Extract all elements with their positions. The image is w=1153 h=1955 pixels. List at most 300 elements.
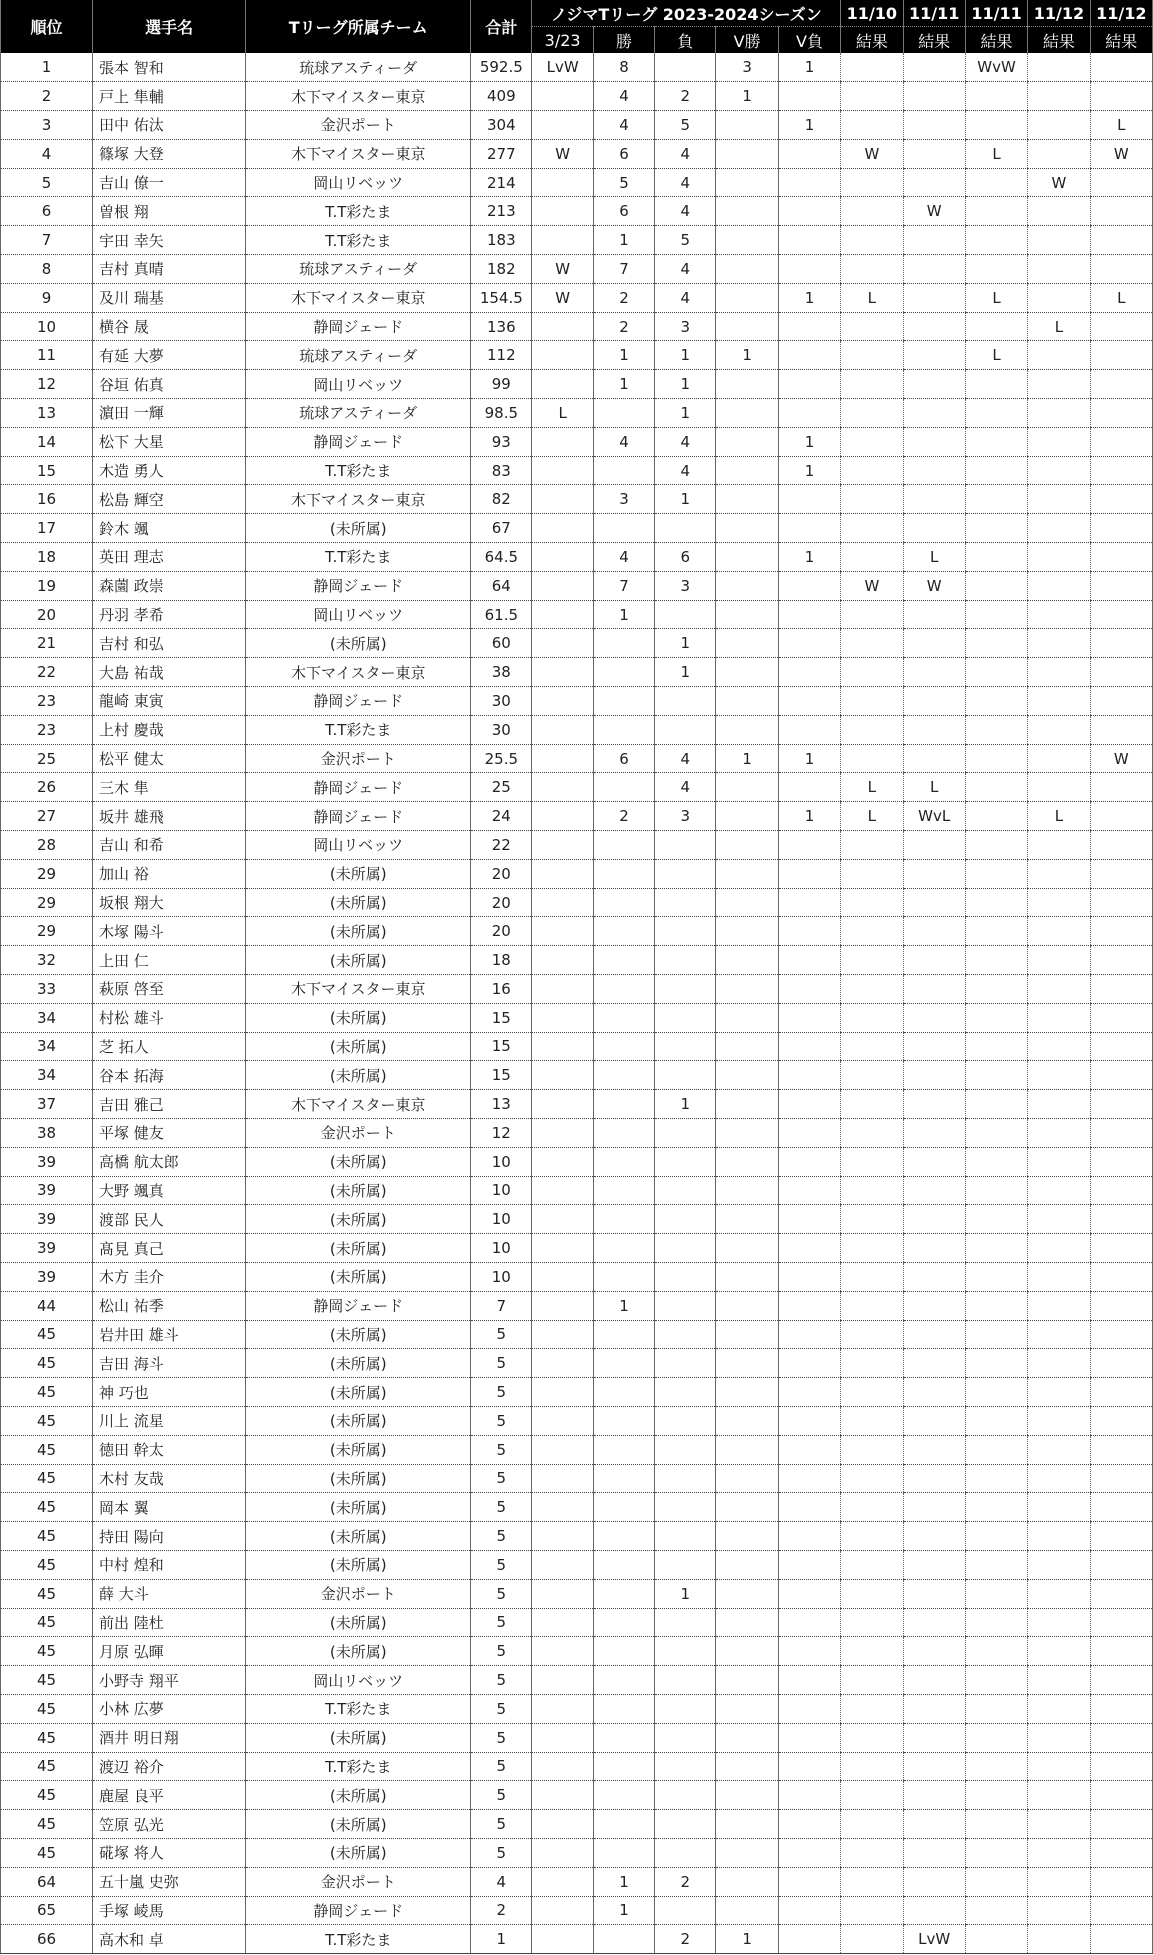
- result-cell: [965, 1378, 1027, 1407]
- result-cell: [778, 1838, 840, 1867]
- result-cell: [593, 1176, 654, 1205]
- team-cell: (未所属): [246, 1262, 471, 1291]
- result-cell: [716, 1061, 778, 1090]
- result-cell: [532, 1205, 593, 1234]
- result-cell: [655, 1752, 716, 1781]
- rank-cell: 38: [1, 1118, 93, 1147]
- result-cell: [655, 946, 716, 975]
- table-row: [1, 1608, 1153, 1637]
- rank-cell: 45: [1, 1781, 93, 1810]
- team-cell: (未所属): [246, 629, 471, 658]
- table-row: [1, 1320, 1153, 1349]
- result-cell: 3: [593, 485, 654, 514]
- total-cell: 2: [471, 1896, 532, 1925]
- result-cell: [532, 485, 593, 514]
- result-cell: [903, 1176, 965, 1205]
- player-name-cell: 田中 佑汰: [92, 111, 245, 140]
- result-cell: [778, 1378, 840, 1407]
- result-cell: [903, 1118, 965, 1147]
- total-cell: 5: [471, 1522, 532, 1551]
- rank-cell: 32: [1, 946, 93, 975]
- result-cell: [716, 571, 778, 600]
- result-cell: [716, 1147, 778, 1176]
- team-cell: T.T彩たま: [246, 1752, 471, 1781]
- result-cell: [778, 1781, 840, 1810]
- result-cell: [593, 1435, 654, 1464]
- result-cell: [1090, 485, 1152, 514]
- team-cell: (未所属): [246, 1147, 471, 1176]
- subheader-cell: 勝: [593, 27, 654, 54]
- result-cell: [716, 1896, 778, 1925]
- player-name-cell: 酒井 明日翔: [92, 1723, 245, 1752]
- table-row: [1, 1406, 1153, 1435]
- result-cell: [655, 1493, 716, 1522]
- result-cell: [903, 1579, 965, 1608]
- result-cell: [593, 1147, 654, 1176]
- rank-cell: 65: [1, 1896, 93, 1925]
- subheader-cell: 結果: [1028, 27, 1090, 54]
- result-cell: [965, 197, 1027, 226]
- result-cell: [655, 1838, 716, 1867]
- result-cell: [1090, 1378, 1152, 1407]
- result-cell: [593, 1061, 654, 1090]
- total-cell: 277: [471, 139, 532, 168]
- rank-cell: 29: [1, 859, 93, 888]
- result-cell: [1028, 1406, 1090, 1435]
- table-row: [1, 1349, 1153, 1378]
- total-cell: 304: [471, 111, 532, 140]
- table-row: [1, 226, 1153, 255]
- result-cell: [716, 1810, 778, 1839]
- total-cell: 10: [471, 1262, 532, 1291]
- result-cell: [593, 1118, 654, 1147]
- player-name-cell: 芝 拓人: [92, 1032, 245, 1061]
- subheader-cell: V負: [778, 27, 840, 54]
- result-cell: 1: [778, 802, 840, 831]
- result-cell: [593, 888, 654, 917]
- result-cell: [778, 1406, 840, 1435]
- result-cell: [593, 975, 654, 1004]
- result-cell: [841, 831, 903, 860]
- result-cell: [903, 975, 965, 1004]
- result-cell: 1: [778, 456, 840, 485]
- result-cell: [655, 1666, 716, 1695]
- result-cell: [1090, 1262, 1152, 1291]
- result-cell: [716, 629, 778, 658]
- result-cell: [716, 226, 778, 255]
- result-cell: [655, 831, 716, 860]
- result-cell: [593, 1752, 654, 1781]
- rank-cell: 33: [1, 975, 93, 1004]
- team-cell: (未所属): [246, 1838, 471, 1867]
- player-name-cell: 吉田 雅己: [92, 1090, 245, 1119]
- result-cell: [1090, 975, 1152, 1004]
- result-cell: [655, 1810, 716, 1839]
- result-cell: [1090, 370, 1152, 399]
- rank-cell: 4: [1, 139, 93, 168]
- player-name-cell: 三木 隼: [92, 773, 245, 802]
- result-cell: [903, 1867, 965, 1896]
- result-cell: [1090, 226, 1152, 255]
- total-cell: 5: [471, 1550, 532, 1579]
- total-cell: 67: [471, 514, 532, 543]
- result-cell: L: [1090, 283, 1152, 312]
- result-cell: [593, 831, 654, 860]
- result-cell: [532, 1925, 593, 1954]
- table-row: [1, 888, 1153, 917]
- result-cell: [716, 600, 778, 629]
- rank-cell: 45: [1, 1723, 93, 1752]
- result-cell: [532, 1666, 593, 1695]
- result-cell: [965, 658, 1027, 687]
- subheader-cell: 結果: [903, 27, 965, 54]
- player-name-cell: 渡部 民人: [92, 1205, 245, 1234]
- table-row: [1, 1752, 1153, 1781]
- total-cell: 13: [471, 1090, 532, 1119]
- result-cell: [1028, 1752, 1090, 1781]
- result-cell: [593, 1666, 654, 1695]
- result-cell: [965, 1118, 1027, 1147]
- result-cell: [1028, 1522, 1090, 1551]
- result-cell: [841, 197, 903, 226]
- total-cell: 5: [471, 1349, 532, 1378]
- result-cell: [593, 687, 654, 716]
- result-cell: [965, 629, 1027, 658]
- result-cell: [716, 917, 778, 946]
- result-cell: [1090, 399, 1152, 428]
- result-cell: [903, 514, 965, 543]
- result-cell: 6: [593, 744, 654, 773]
- result-cell: [532, 1867, 593, 1896]
- result-cell: [841, 1867, 903, 1896]
- total-cell: 182: [471, 255, 532, 284]
- team-cell: (未所属): [246, 1061, 471, 1090]
- team-cell: 金沢ポート: [246, 744, 471, 773]
- result-cell: 4: [655, 427, 716, 456]
- result-cell: [1028, 255, 1090, 284]
- total-cell: 61.5: [471, 600, 532, 629]
- result-cell: [532, 1810, 593, 1839]
- result-cell: [1028, 1781, 1090, 1810]
- result-cell: [1028, 1118, 1090, 1147]
- rank-cell: 25: [1, 744, 93, 773]
- result-cell: [1090, 917, 1152, 946]
- result-cell: [1028, 1723, 1090, 1752]
- team-cell: (未所属): [246, 1320, 471, 1349]
- result-cell: [841, 456, 903, 485]
- result-cell: [841, 1234, 903, 1263]
- result-cell: [778, 1234, 840, 1263]
- rank-cell: 1: [1, 53, 93, 82]
- player-name-cell: 月原 弘暉: [92, 1637, 245, 1666]
- result-cell: [532, 773, 593, 802]
- result-cell: [903, 859, 965, 888]
- result-cell: [532, 1781, 593, 1810]
- total-cell: 5: [471, 1464, 532, 1493]
- result-cell: 1: [655, 341, 716, 370]
- result-cell: [1028, 946, 1090, 975]
- result-cell: [655, 888, 716, 917]
- result-cell: [965, 687, 1027, 716]
- result-cell: [593, 1464, 654, 1493]
- result-cell: [532, 744, 593, 773]
- team-cell: T.T彩たま: [246, 456, 471, 485]
- result-cell: L: [965, 283, 1027, 312]
- team-cell: T.T彩たま: [246, 197, 471, 226]
- result-cell: [1090, 1464, 1152, 1493]
- table-row: [1, 859, 1153, 888]
- rank-cell: 45: [1, 1694, 93, 1723]
- result-cell: [593, 1262, 654, 1291]
- rank-cell: 6: [1, 197, 93, 226]
- result-cell: [965, 744, 1027, 773]
- table-row: [1, 1291, 1153, 1320]
- result-cell: [1028, 831, 1090, 860]
- result-cell: L: [903, 543, 965, 572]
- table-row: [1, 1118, 1153, 1147]
- table-row: [1, 1723, 1153, 1752]
- table-row: [1, 715, 1153, 744]
- subheader-cell: 結果: [841, 27, 903, 54]
- team-cell: 木下マイスター東京: [246, 283, 471, 312]
- rank-cell: 28: [1, 831, 93, 860]
- total-cell: 409: [471, 82, 532, 111]
- result-cell: [965, 111, 1027, 140]
- result-cell: [655, 1781, 716, 1810]
- result-cell: [716, 168, 778, 197]
- result-cell: [903, 1810, 965, 1839]
- result-cell: [532, 1061, 593, 1090]
- result-cell: [1028, 1090, 1090, 1119]
- result-cell: [1090, 1003, 1152, 1032]
- result-cell: [965, 1522, 1027, 1551]
- total-cell: 10: [471, 1147, 532, 1176]
- player-name-cell: 松下 大星: [92, 427, 245, 456]
- team-cell: 静岡ジェード: [246, 773, 471, 802]
- table-row: [1, 802, 1153, 831]
- result-cell: [716, 1291, 778, 1320]
- result-cell: [903, 82, 965, 111]
- result-cell: W: [532, 139, 593, 168]
- result-cell: [1090, 1781, 1152, 1810]
- result-cell: [778, 1608, 840, 1637]
- result-cell: [1028, 399, 1090, 428]
- result-cell: [903, 1723, 965, 1752]
- result-cell: [778, 370, 840, 399]
- result-cell: [965, 1838, 1027, 1867]
- result-cell: [903, 1205, 965, 1234]
- result-cell: [532, 917, 593, 946]
- result-cell: [593, 1378, 654, 1407]
- result-cell: [1028, 543, 1090, 572]
- result-cell: [903, 1291, 965, 1320]
- result-cell: [778, 571, 840, 600]
- result-cell: [965, 1810, 1027, 1839]
- result-cell: [655, 715, 716, 744]
- result-cell: [1028, 859, 1090, 888]
- result-cell: [532, 1378, 593, 1407]
- rank-cell: 16: [1, 485, 93, 514]
- result-cell: [532, 427, 593, 456]
- team-cell: 岡山リベッツ: [246, 600, 471, 629]
- result-cell: [841, 1032, 903, 1061]
- total-cell: 60: [471, 629, 532, 658]
- result-cell: [593, 1032, 654, 1061]
- result-cell: [716, 485, 778, 514]
- result-cell: 2: [655, 1867, 716, 1896]
- result-cell: [716, 1378, 778, 1407]
- result-cell: 4: [655, 197, 716, 226]
- result-cell: [903, 946, 965, 975]
- result-cell: [841, 946, 903, 975]
- player-name-cell: 吉村 真晴: [92, 255, 245, 284]
- table-row: [1, 1147, 1153, 1176]
- result-cell: 1: [655, 658, 716, 687]
- header-season: ノジマTリーグ 2023-2024シーズン: [532, 0, 841, 27]
- table-row: [1, 543, 1153, 572]
- result-cell: [1028, 1867, 1090, 1896]
- table-row: [1, 1579, 1153, 1608]
- total-cell: 5: [471, 1378, 532, 1407]
- result-cell: [1090, 456, 1152, 485]
- result-cell: [1090, 1320, 1152, 1349]
- player-name-cell: 加山 裕: [92, 859, 245, 888]
- result-cell: [1090, 543, 1152, 572]
- player-name-cell: 高木和 卓: [92, 1925, 245, 1954]
- team-cell: 静岡ジェード: [246, 1291, 471, 1320]
- team-cell: 琉球アスティーダ: [246, 399, 471, 428]
- result-cell: [1028, 427, 1090, 456]
- result-cell: [778, 859, 840, 888]
- table-row: [1, 600, 1153, 629]
- player-name-cell: 吉山 和希: [92, 831, 245, 860]
- result-cell: [1028, 226, 1090, 255]
- result-cell: [965, 1061, 1027, 1090]
- result-cell: 4: [655, 456, 716, 485]
- result-cell: [778, 831, 840, 860]
- result-cell: [841, 744, 903, 773]
- result-cell: [841, 600, 903, 629]
- result-cell: 1: [593, 600, 654, 629]
- result-cell: 4: [655, 255, 716, 284]
- team-cell: 岡山リベッツ: [246, 831, 471, 860]
- table-row: [1, 312, 1153, 341]
- player-name-cell: 木方 圭介: [92, 1262, 245, 1291]
- result-cell: [903, 888, 965, 917]
- total-cell: 30: [471, 687, 532, 716]
- result-cell: [593, 859, 654, 888]
- rank-cell: 39: [1, 1262, 93, 1291]
- result-cell: [716, 1176, 778, 1205]
- player-name-cell: 硴塚 将人: [92, 1838, 245, 1867]
- result-cell: [965, 1320, 1027, 1349]
- result-cell: [965, 1032, 1027, 1061]
- result-cell: [532, 1291, 593, 1320]
- result-cell: [965, 427, 1027, 456]
- result-cell: [965, 859, 1027, 888]
- result-cell: [1090, 1608, 1152, 1637]
- result-cell: [903, 1406, 965, 1435]
- table-row: [1, 485, 1153, 514]
- result-cell: [1028, 1925, 1090, 1954]
- rank-cell: 45: [1, 1752, 93, 1781]
- result-cell: [1028, 139, 1090, 168]
- result-cell: [778, 687, 840, 716]
- result-cell: L: [1028, 802, 1090, 831]
- rank-cell: 11: [1, 341, 93, 370]
- result-cell: [716, 1320, 778, 1349]
- result-cell: [1028, 687, 1090, 716]
- result-cell: [716, 802, 778, 831]
- table-row: [1, 1061, 1153, 1090]
- result-cell: [593, 658, 654, 687]
- result-cell: [716, 1781, 778, 1810]
- result-cell: [841, 1320, 903, 1349]
- result-cell: [655, 1464, 716, 1493]
- result-cell: [841, 399, 903, 428]
- result-cell: [1090, 1176, 1152, 1205]
- player-name-cell: 上田 仁: [92, 946, 245, 975]
- result-cell: [1090, 82, 1152, 111]
- result-cell: [965, 1464, 1027, 1493]
- table-row: [1, 1032, 1153, 1061]
- total-cell: 15: [471, 1032, 532, 1061]
- result-cell: [841, 1925, 903, 1954]
- result-cell: [965, 831, 1027, 860]
- result-cell: 4: [593, 427, 654, 456]
- result-cell: [841, 255, 903, 284]
- table-row: [1, 1234, 1153, 1263]
- result-cell: [532, 1608, 593, 1637]
- player-name-cell: 松山 祐季: [92, 1291, 245, 1320]
- result-cell: [841, 1637, 903, 1666]
- result-cell: [965, 946, 1027, 975]
- result-cell: [965, 1666, 1027, 1695]
- result-cell: [841, 1550, 903, 1579]
- result-cell: [1090, 1666, 1152, 1695]
- result-cell: [841, 1896, 903, 1925]
- result-cell: [655, 600, 716, 629]
- result-cell: [1090, 715, 1152, 744]
- result-cell: [532, 1234, 593, 1263]
- result-cell: [655, 1406, 716, 1435]
- result-cell: [903, 1262, 965, 1291]
- result-cell: [532, 1723, 593, 1752]
- result-cell: [903, 1464, 965, 1493]
- result-cell: [655, 1378, 716, 1407]
- result-cell: [903, 485, 965, 514]
- result-cell: 1: [778, 427, 840, 456]
- result-cell: [1028, 1003, 1090, 1032]
- result-cell: [1028, 341, 1090, 370]
- result-cell: 4: [593, 111, 654, 140]
- result-cell: [1028, 1378, 1090, 1407]
- rank-cell: 27: [1, 802, 93, 831]
- table-row: [1, 1176, 1153, 1205]
- total-cell: 5: [471, 1608, 532, 1637]
- result-cell: [1090, 1550, 1152, 1579]
- result-cell: [965, 1147, 1027, 1176]
- player-name-cell: 坂井 雄飛: [92, 802, 245, 831]
- result-cell: [716, 1118, 778, 1147]
- result-cell: [965, 456, 1027, 485]
- result-cell: [841, 1262, 903, 1291]
- team-cell: (未所属): [246, 1723, 471, 1752]
- result-cell: [841, 111, 903, 140]
- player-name-cell: 薛 大斗: [92, 1579, 245, 1608]
- result-cell: [1090, 1090, 1152, 1119]
- team-cell: 木下マイスター東京: [246, 658, 471, 687]
